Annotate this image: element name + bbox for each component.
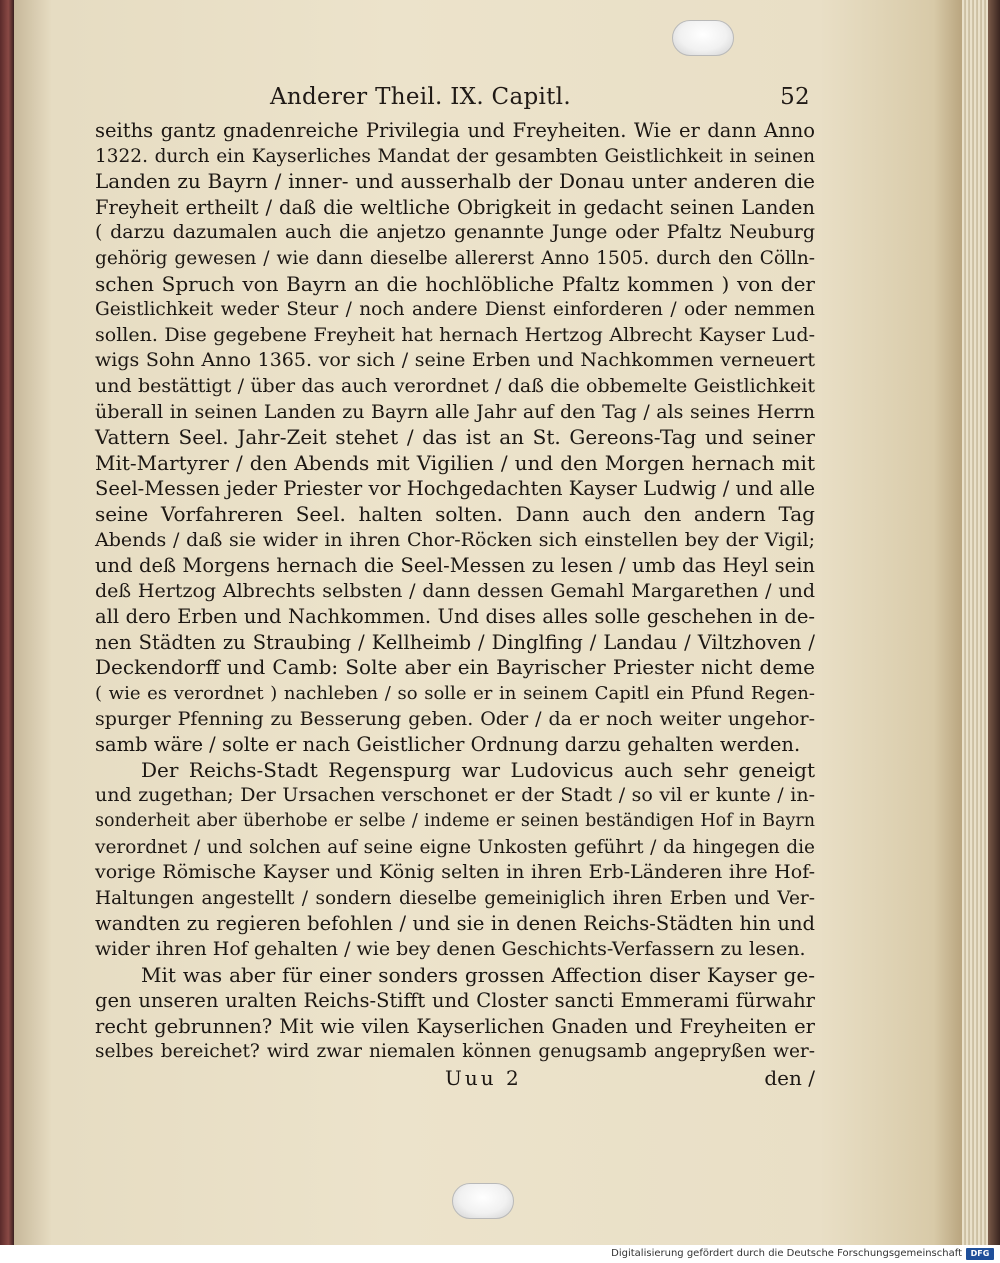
text-line: sonderheit aber überhobe er selbe / indeme er seinen beständigen Hof in Bayrn: [95, 811, 815, 832]
text-line: seiths gantz gnadenreiche Privilegia und Freyheiten. Wie er dann Anno: [95, 119, 815, 142]
text-line: verordnet / und solchen auf seine eigne Unkosten geführt / da hingegen die: [95, 836, 815, 858]
text-line: samb wäre / solte er nach Geistlicher Ordnung darzu gehalten werden.: [95, 733, 801, 757]
text-line: recht gebrunnen? Mit wie vilen Kayserlichen Gnaden und Freyheiten er: [95, 1014, 815, 1038]
page-header: [270, 84, 810, 114]
page-foot: [95, 1066, 815, 1092]
text-line: gehörig gewesen / wie dann dieselbe allererst Anno 1505. durch den Cölln-: [95, 247, 815, 269]
text-line: Abends / daß sie wider in ihren Chor-Röcken sich einstellen bey der Vigil;: [95, 528, 815, 551]
text-line: ( wie es verordnet ) nachleben / so solle er in seinem Capitl ein Pfund Regen-: [95, 683, 815, 705]
text-line: 1322. durch ein Kayserliches Mandat der gesambten Geistlichkeit in seinen: [95, 145, 815, 167]
text-line: spurger Pfenning zu Besserung geben. Oder / da er noch weiter ungehor-: [95, 707, 815, 730]
text-line: sollen. Dise gegebene Freyheit hat hernach Hertzog Albrecht Kayser Lud-: [95, 323, 815, 346]
text-line: vorige Römische Kayser und König selten in ihren Erb-Länderen ihre Hof-: [95, 861, 815, 884]
page-clip: [452, 1183, 514, 1219]
text-line: wider ihren Hof gehalten / wie bey denen Geschichts-Verfassern zu lesen.: [95, 938, 806, 960]
text-line: wandten zu regieren befohlen / und sie in denen Reichs-Städten hin und: [95, 912, 815, 936]
page-edges: [962, 0, 1000, 1245]
text-line: Seel-Messen jeder Priester vor Hochgedachten Kayser Ludwig / und alle: [95, 477, 815, 501]
text-line: und bestättigt / über das auch verordnet / daß die obbemelte Geistlichkeit: [95, 374, 815, 397]
paragraph-first-line: Der Reichs-Stadt Regenspurg war Ludovicus auch sehr geneigt: [141, 757, 815, 782]
catchword: den /: [764, 1066, 815, 1090]
text-line: und zugethan; Der Ursachen verschonet er der Stadt / so vil er kunte / in-: [95, 784, 815, 807]
book-binding: [0, 0, 14, 1245]
text-line: seine Vorfahreren Seel. halten solten. Dann auch den andern Tag: [95, 501, 815, 526]
text-line: ( darzu dazumalen auch die anjetzo genannte Junge oder Pfaltz Neuburg: [95, 221, 815, 244]
text-line: deß Hertzog Albrechts selbsten / dann dessen Gemahl Margarethen / und: [95, 579, 815, 602]
text-line: gen unseren uralten Reichs-Stifft und Closter sancti Emmerami fürwahr: [95, 989, 815, 1013]
text-line: Landen zu Bayrn / inner- und ausserhalb der Donau unter anderen die: [95, 169, 815, 194]
text-line: Freyheit ertheilt / daß die weltliche Obrigkeit in gedacht seinen Landen: [95, 195, 815, 219]
text-line: Deckendorff und Camb: Solte aber ein Bayrischer Priester nicht deme: [95, 655, 815, 680]
text-line: Haltungen angestellt / sondern dieselbe gemeiniglich ihren Erben und Ver-: [95, 887, 815, 909]
dfg-logo: DFG: [966, 1248, 994, 1260]
book-page: [14, 0, 962, 1245]
text-line: und deß Morgens hernach die Seel-Messen zu lesen / umb das Heyl sein: [95, 554, 815, 578]
text-line: schen Spruch von Bayrn an die hochlöbliche Pfaltz kommen ) von der: [95, 271, 815, 296]
page-clip: [672, 20, 734, 56]
text-line: all dero Erben und Nachkommen. Und dises alles solle geschehen in de-: [95, 605, 815, 629]
funding-credit: Digitalisierung gefördert durch die Deutsche Forschungsgemeinschaft: [611, 1248, 962, 1259]
text-line: Vattern Seel. Jahr-Zeit stehet / das ist an St. Gereons-Tag und seiner: [95, 425, 815, 450]
text-line: überall in seinen Landen zu Bayrn alle Jahr auf den Tag / als seines Herrn: [95, 400, 815, 423]
text-line: Mit-Martyrer / den Abends mit Vigilien / und den Morgen hernach mit: [95, 450, 815, 475]
body-text: [95, 118, 815, 1065]
paragraph-first-line: Mit was aber für einer sonders grossen Affection diser Kayser ge-: [141, 962, 815, 987]
text-line: Geistlichkeit weder Steur / noch andere Dienst einforderen / oder nemmen: [95, 299, 815, 321]
footer-bar: [0, 1245, 1000, 1263]
signature-mark: Uuu 2: [445, 1066, 522, 1090]
text-line: selbes bereichet? wird zwar niemalen können genugsamb angepryßen wer-: [95, 1041, 815, 1063]
text-line: wigs Sohn Anno 1365. vor sich / seine Erben und Nachkommen verneuert: [95, 349, 815, 372]
text-line: nen Städten zu Straubing / Kellheimb / Dinglfing / Landau / Viltzhoven /: [95, 630, 815, 654]
page-number: 52: [780, 84, 810, 110]
running-head: Anderer Theil. IX. Capitl.: [270, 84, 571, 110]
